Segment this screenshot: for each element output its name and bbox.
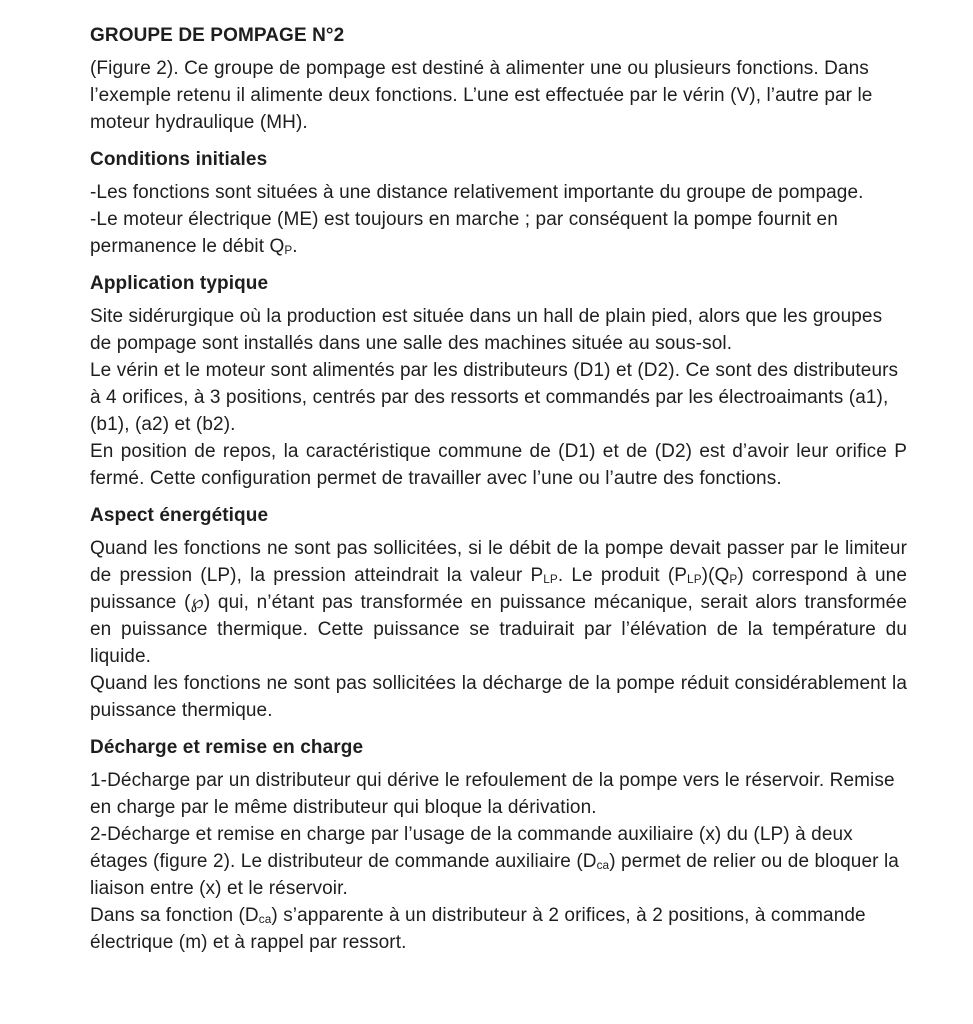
paragraph: -Le moteur électrique (ME) est toujours en marche ; par conséquent la pompe fournit en permanence le débit $Q_P$.	[90, 209, 838, 258]
paragraph: Le vérin et le moteur sont alimentés par les distributeurs (D1) et (D2). Ce sont des distributeurs à 4 orifices, à 3 positions, centrés par des ressorts et commandés par les électroaimants (a1), (b1), (a2) et (b2).	[90, 360, 899, 435]
section-conditions-initiales	[90, 146, 907, 260]
section-groupe-de-pompage	[90, 22, 907, 136]
paragraph: En position de repos, la caractéristique commune de (D1) et de (D2) est d’avoir leur orifice P fermé. Cette configuration permet de travailler avec l’une ou l’autre des fonctions.	[90, 441, 907, 489]
section-heading: Application typique	[90, 273, 269, 294]
paragraph: Site sidérurgique où la production est située dans un hall de plain pied, alors que les groupes de pompage sont installés dans une salle des machines située au sous-sol.	[90, 306, 883, 354]
paragraph: 1-Décharge par un distributeur qui dérive le refoulement de la pompe vers le réservoir. Remise en charge par le même distributeur qui bloque la dérivation.	[90, 770, 895, 818]
section-aspect-energetique	[90, 502, 907, 724]
paragraph: 2-Décharge et remise en charge par l’usage de la commande auxiliaire (x) du (LP) à deux étages (figure 2). Le distributeur de commande auxiliaire $(D_{ca})$ permet de relier ou de bloquer la liaison entre (x) et le réservoir.	[90, 824, 899, 899]
section-heading: Décharge et remise en charge	[90, 737, 364, 758]
paragraph: Quand les fonctions ne sont pas sollicitées, si le débit de la pompe devait passer par le limiteur de pression (LP), la pression atteindrait la valeur $P_{LP}$. Le produit $(P_{LP})(Q_P)$ correspond à une puissance (℘) qui, n’étant pas transformée en puissance mécanique, serait alors transformée en puissance thermique. Cette puissance se traduirait par l’élévation de la température du liquide.	[90, 538, 907, 667]
section-heading: Conditions initiales	[90, 149, 268, 170]
section-heading: Aspect énergétique	[90, 505, 269, 526]
paragraph: -Les fonctions sont situées à une distance relativement importante du groupe de pompage.	[90, 182, 864, 203]
section-application-typique	[90, 270, 907, 492]
section-heading: GROUPE DE POMPAGE N°2	[90, 25, 345, 46]
document-body	[90, 22, 907, 956]
paragraph: Dans sa fonction $(D_{ca})$ s’apparente à un distributeur à 2 orifices, à 2 positions, à commande électrique (m) et à rappel par ressort.	[90, 905, 866, 953]
paragraph: Quand les fonctions ne sont pas sollicitées la décharge de la pompe réduit considérablement la puissance thermique.	[90, 673, 907, 721]
paragraph: (Figure 2). Ce groupe de pompage est destiné à alimenter une ou plusieurs fonctions. Dans l’exemple retenu il alimente deux fonctions. L’une est effectuée par le vérin (V), l’autre par le moteur hydraulique (MH).	[90, 58, 873, 133]
section-decharge-remise-en-charge	[90, 734, 907, 956]
